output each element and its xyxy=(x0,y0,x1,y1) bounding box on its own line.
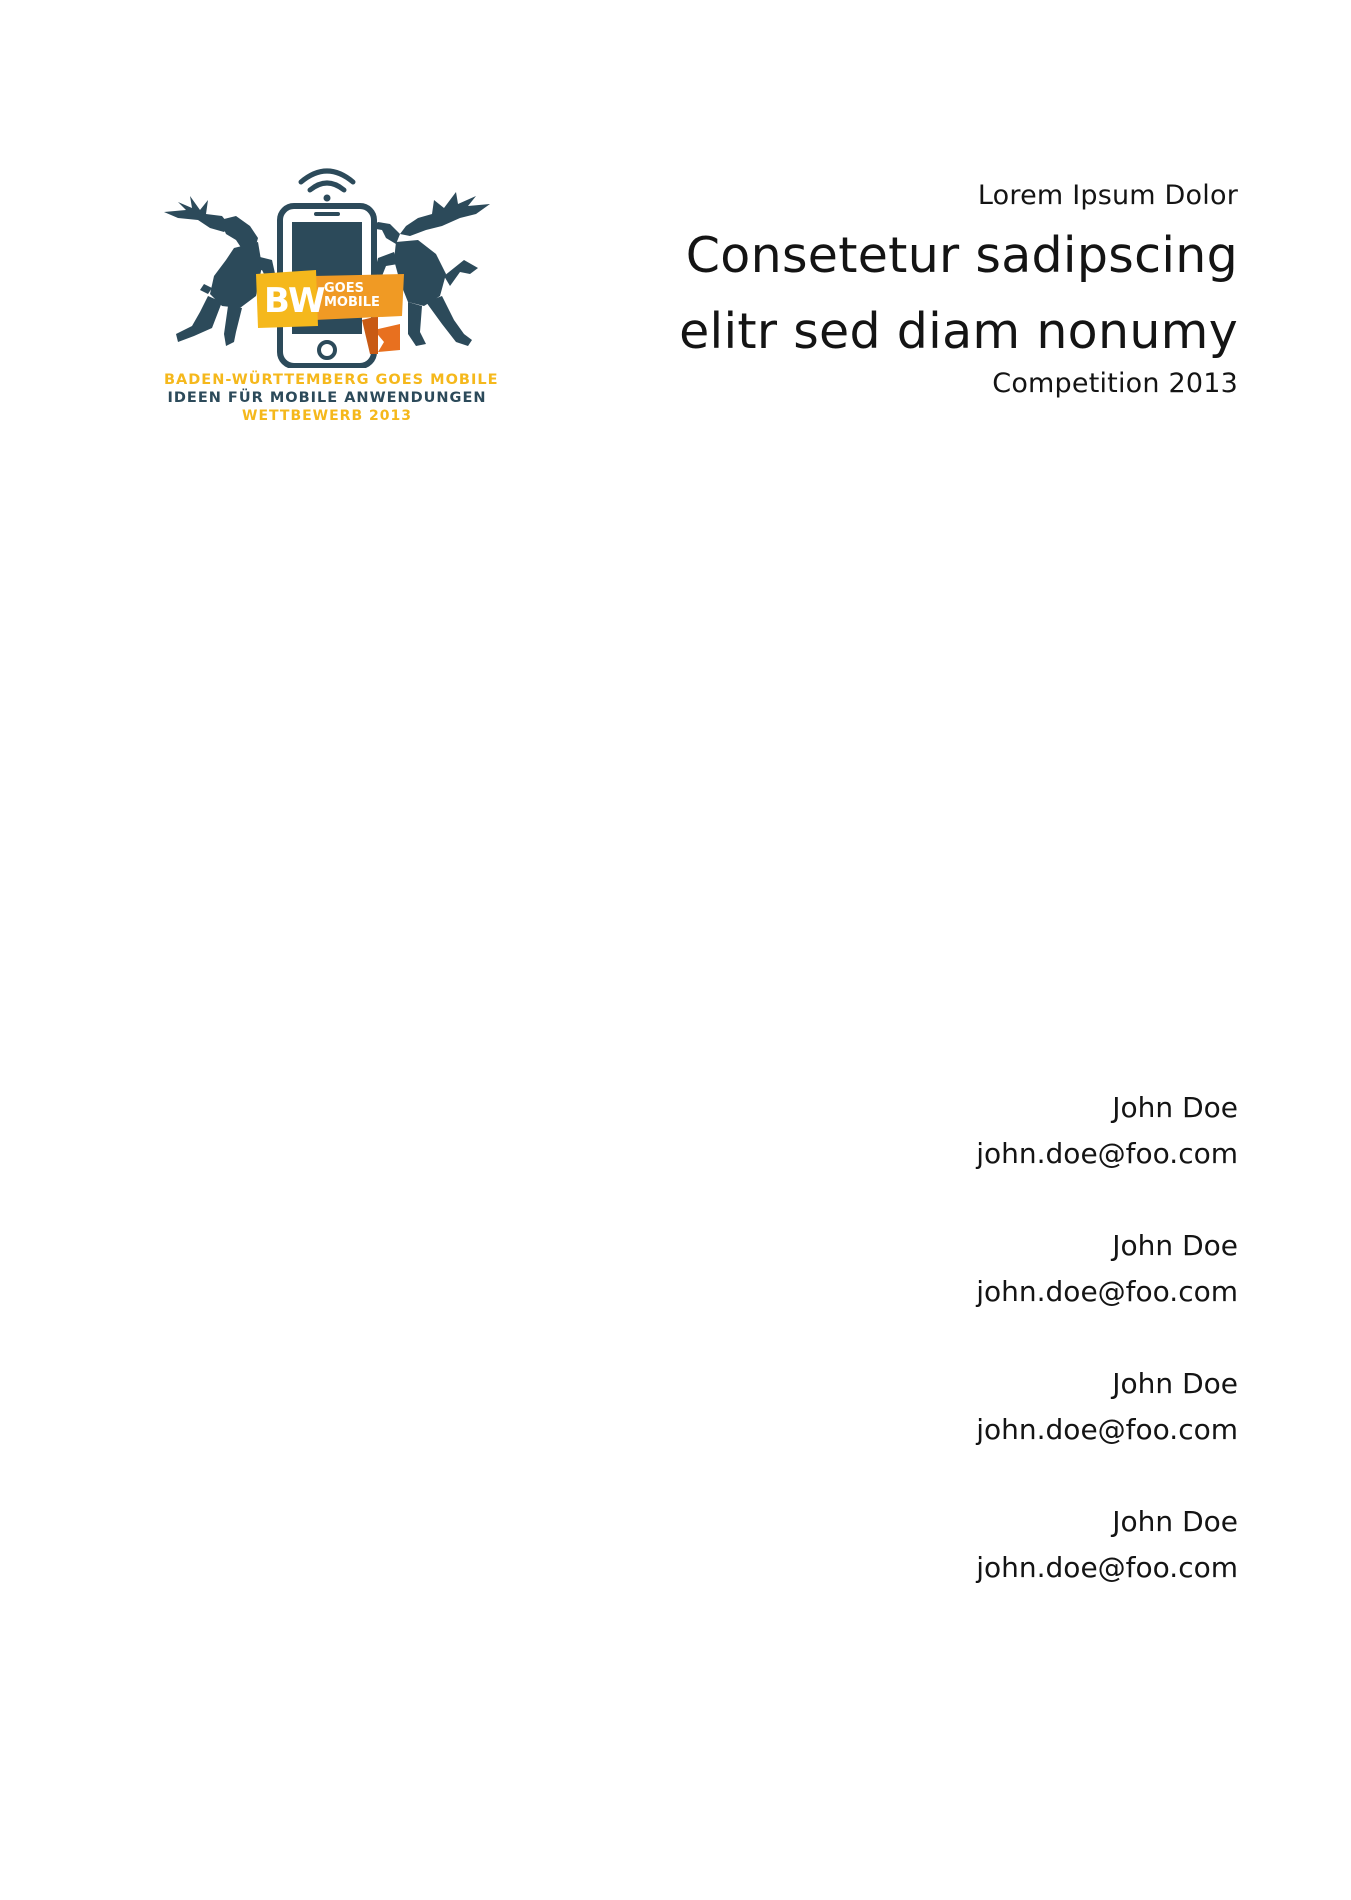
author-name: John Doe xyxy=(1112,1367,1238,1400)
banner-goes-text: GOES xyxy=(324,281,364,296)
document-subtitle: Competition 2013 xyxy=(992,368,1238,399)
logo-line-competition: WETTBEWERB 2013 xyxy=(242,408,412,424)
logo-line-region: BADEN-WÜRTTEMBERG GOES MOBILE xyxy=(164,372,499,388)
author-list xyxy=(976,1085,1238,1637)
griffin-icon xyxy=(370,192,490,346)
author-email: john.doe@foo.com xyxy=(976,1137,1238,1170)
document-title xyxy=(679,218,1238,370)
document-subject: Lorem Ipsum Dolor xyxy=(977,180,1238,211)
author-name: John Doe xyxy=(1112,1505,1238,1538)
title-block xyxy=(679,176,1238,404)
author-name: John Doe xyxy=(1112,1229,1238,1262)
author-name: John Doe xyxy=(1112,1091,1238,1124)
logo-emblem-graphic xyxy=(164,156,490,368)
author-email: john.doe@foo.com xyxy=(976,1413,1238,1446)
document-title-line-1: Consetetur sadipscing xyxy=(685,227,1238,284)
author-entry xyxy=(976,1361,1238,1453)
logo-line-tagline: IDEEN FÜR MOBILE ANWENDUNGEN xyxy=(167,390,487,406)
banner-mobile-text: MOBILE xyxy=(324,295,380,310)
author-entry xyxy=(976,1085,1238,1177)
author-entry xyxy=(976,1499,1238,1591)
author-email: john.doe@foo.com xyxy=(976,1275,1238,1308)
bw-goes-mobile-logo xyxy=(164,156,499,428)
banner-bw-letters: BW xyxy=(264,281,326,321)
wifi-icon xyxy=(301,171,353,202)
document-title-line-2: elitr sed diam nonumy xyxy=(679,303,1238,360)
author-entry xyxy=(976,1223,1238,1315)
author-email: john.doe@foo.com xyxy=(976,1551,1238,1584)
